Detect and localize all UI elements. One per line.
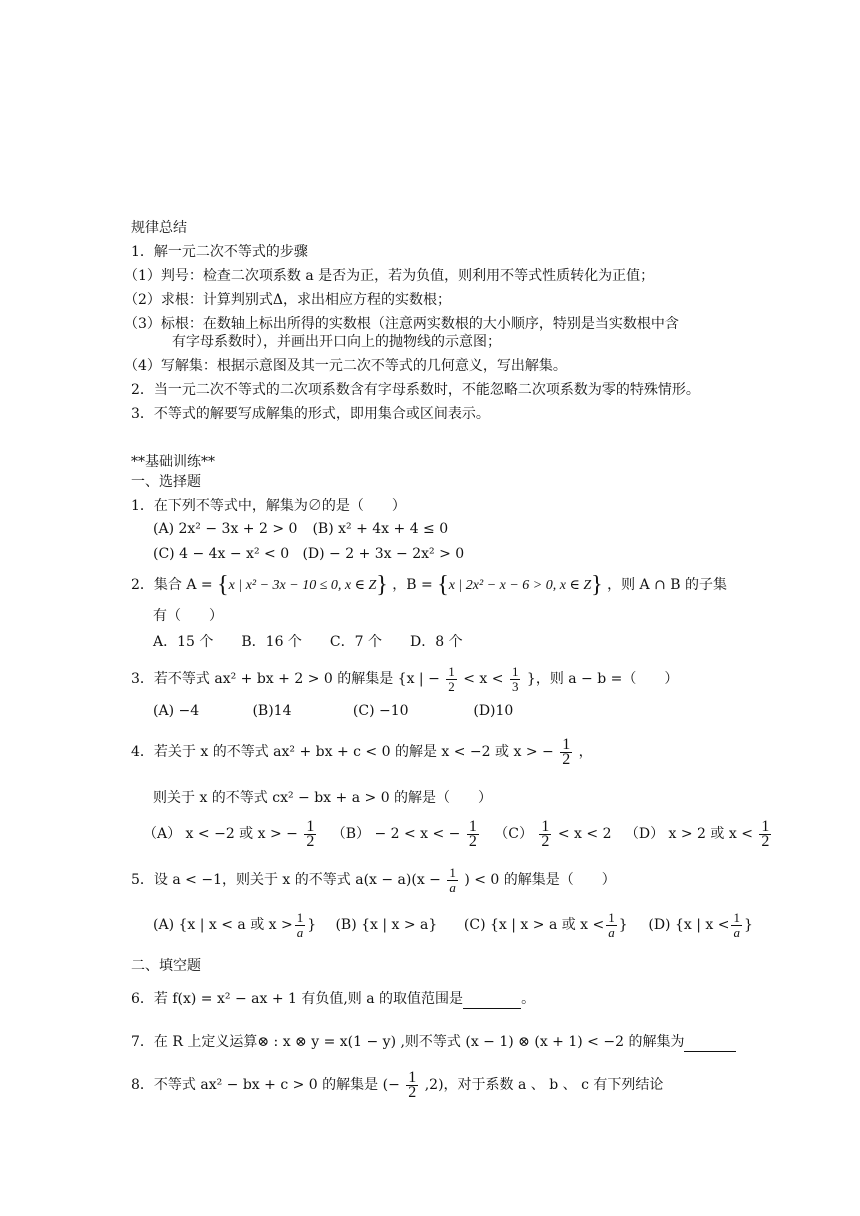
q8 — [131, 1068, 663, 1102]
q4-frac-half — [560, 735, 572, 768]
q4-option-d: （D） x > 2 或 x < — [624, 826, 753, 842]
q5-option-b: (B) {x | x > a} — [335, 917, 438, 933]
q3-frac-half — [446, 665, 457, 694]
q5-option-c — [464, 910, 644, 940]
q5-option-a — [153, 910, 331, 940]
q8-text-a: 8．不等式 ax² − bx + c > 0 的解集是 (− — [131, 1077, 400, 1093]
q3-stem-b: < x < — [463, 671, 504, 687]
q4-frac-half-den: 2 — [562, 750, 571, 768]
q1-option-d: (D) − 2 + 3x − 2x² > 0 — [302, 546, 465, 562]
q7-answer-blank[interactable] — [684, 1033, 736, 1052]
q4-stem-b: ， — [578, 744, 593, 760]
q2-setA-close-brace: } — [376, 572, 388, 598]
q1-option-c: (C) 4 − 4x − x² < 0 — [153, 546, 290, 562]
q6-answer-blank[interactable] — [463, 990, 521, 1009]
q5-option-a-text: (A) {x | x < a 或 x > — [153, 917, 293, 933]
q4-stem — [131, 735, 593, 769]
q3-frac-third-num: 1 — [511, 663, 519, 679]
q5-stem-a: 5．设 a < −1，则关于 x 的不等式 a(x − a)(x − — [131, 872, 441, 888]
q3-options — [153, 702, 513, 720]
q3-option-d: (D)10 — [473, 703, 514, 719]
summary-step-4: （4）写解集：根据示意图及其一元二次不等式的几何意义，写出解集。 — [124, 358, 567, 374]
q2-setA: x | x² − 3x − 10 ≤ 0, x ∈ Z — [228, 578, 377, 593]
q4-option-b-frac-den: 2 — [468, 832, 477, 850]
q3-frac-third-den: 3 — [511, 678, 519, 694]
summary-step-1: （1）判号：检查二次项系数 a 是否为正，若为负值，则利用不等式性质转化为正值； — [124, 268, 655, 284]
q3-option-b: (B)14 — [252, 703, 292, 719]
q4-option-c-label: （C） — [494, 826, 533, 842]
q3-stem-c: }，则 a − b =（ ） — [526, 671, 679, 687]
q2-options: A．15 个 B．16 个 C．7 个 D．8 个 — [153, 634, 463, 650]
summary-step-3-cont: 有字母系数时），并画出开口向上的抛物线的示意图； — [172, 334, 501, 350]
q2-setA-open-brace: { — [217, 572, 229, 598]
q5-option-c-frac-den: a — [608, 924, 615, 940]
q1-option-a: (A) 2x² − 3x + 2 > 0 — [153, 521, 298, 537]
q4-option-d-frac-den: 2 — [761, 832, 770, 850]
section-fill-heading: 二、填空题 — [131, 958, 201, 974]
q5-option-c-close: } — [618, 917, 628, 933]
training-heading: **基础训练** — [131, 454, 215, 470]
q5-frac — [447, 866, 458, 895]
q4-frac-half-num: 1 — [562, 735, 571, 753]
q4-option-c-frac-den: 2 — [541, 832, 550, 850]
q7-text: 7．在 R 上定义运算⊗ : x ⊗ y = x(1 − y) ,则不等式 (x − 1) ⊗ (x + 1) < −2 的解集为 — [131, 1034, 685, 1050]
q4-option-d-frac — [759, 817, 771, 850]
q5-option-d-close: } — [743, 917, 753, 933]
q4-option-b-frac-num: 1 — [468, 817, 477, 835]
q5-options — [153, 910, 753, 940]
q5-frac-den: a — [449, 879, 456, 895]
q8-frac-half-num: 1 — [408, 1068, 417, 1086]
q1-option-b: (B) x² + 4x + 4 ≤ 0 — [312, 521, 449, 537]
q5-option-c-frac — [606, 911, 617, 940]
q5-stem — [131, 865, 616, 895]
q1-options-row2 — [153, 545, 464, 563]
q4-option-a: （A） x < −2 或 x > − — [143, 826, 298, 842]
q8-frac-half — [406, 1068, 418, 1101]
q4-option-d-frac-num: 1 — [761, 817, 770, 835]
q4-option-b: （B） − 2 < x < − — [331, 826, 461, 842]
q2-stem-cont: 有（ ） — [153, 608, 223, 624]
section-choice-heading: 一、选择题 — [131, 474, 201, 490]
summary-item-2: 2．当一元二次不等式的二次项系数含有字母系数时，不能忽略二次项系数为零的特殊情形。 — [131, 382, 700, 398]
q6 — [131, 990, 535, 1009]
summary-title: 规律总结 — [131, 220, 187, 236]
q1-stem: 1．在下列不等式中，解集为∅的是（ ） — [131, 498, 406, 514]
q7 — [131, 1033, 736, 1052]
q4-option-a-frac-num: 1 — [306, 817, 315, 835]
q3-stem — [131, 664, 678, 694]
q8-text-b: ,2)，对于系数 a 、 b 、 c 有下列结论 — [424, 1077, 664, 1093]
q4-option-b-frac — [467, 817, 479, 850]
q5-option-d-frac-den: a — [733, 924, 740, 940]
q5-option-a-close: } — [307, 917, 317, 933]
q4-option-c-frac — [539, 817, 551, 850]
q5-option-d — [648, 910, 753, 940]
q3-option-a: (A) −4 — [153, 703, 200, 719]
q3-frac-half-num: 1 — [448, 663, 455, 679]
q3-frac-third — [510, 665, 521, 694]
q4-stem-a: 4．若关于 x 的不等式 ax² + bx + c < 0 的解是 x < −2 或 x > − — [131, 744, 554, 760]
q2-mid: ，B = — [392, 577, 433, 593]
q4-options — [143, 816, 773, 852]
q5-frac-num: 1 — [449, 864, 456, 880]
q5-option-a-frac-num: 1 — [296, 909, 304, 925]
q4-option-c: < x < 2 — [557, 826, 612, 842]
q1-options-row1 — [153, 520, 448, 538]
q5-option-c-frac-num: 1 — [608, 909, 615, 925]
summary-step-3: （3）标根：在数轴上标出所得的实数根（注意两实数根的大小顺序，特别是当实数根中含 — [124, 316, 679, 332]
q3-stem-a: 3．若不等式 ax² + bx + 2 > 0 的解集是 {x | − — [131, 671, 440, 687]
q2-suffix: ，则 A ∩ B 的子集 — [607, 577, 728, 593]
q5-option-c-text: (C) {x | x > a 或 x < — [463, 917, 605, 933]
q6-text: 6．若 f(x) = x² − ax + 1 有负值,则 a 的取值范围是 — [131, 991, 464, 1007]
summary-item-3: 3．不等式的解要写成解集的形式，即用集合或区间表示。 — [131, 406, 490, 422]
summary-step-2: （2）求根：计算判别式Δ，求出相应方程的实数根； — [124, 292, 452, 308]
q5-option-a-frac — [295, 911, 306, 940]
q5-option-d-frac — [731, 911, 742, 940]
q4-option-c-frac-num: 1 — [541, 817, 550, 835]
q3-option-c: (C) −10 — [352, 703, 409, 719]
q5-option-d-text: (D) {x | x < — [648, 917, 730, 933]
q3-frac-half-den: 2 — [448, 678, 455, 694]
q6-end: 。 — [521, 991, 536, 1007]
q5-option-d-frac-num: 1 — [733, 909, 740, 925]
q8-frac-half-den: 2 — [408, 1083, 417, 1101]
q2-stem — [131, 572, 727, 599]
q2-setB: x | 2x² − x − 6 > 0, x ∈ Z — [448, 578, 592, 593]
summary-item-1: 1．解一元二次不等式的步骤 — [131, 244, 308, 260]
q2-prefix: 2．集合 A = — [131, 577, 213, 593]
q5-stem-b: ) < 0 的解集是（ ） — [464, 872, 616, 888]
q4-option-a-frac-den: 2 — [306, 832, 315, 850]
q2-setB-open-brace: { — [437, 572, 449, 598]
q4-line2: 则关于 x 的不等式 cx² − bx + a > 0 的解是（ ） — [153, 790, 493, 806]
q4-option-a-frac — [304, 817, 316, 850]
q2-setB-close-brace: } — [591, 572, 603, 598]
q5-option-a-frac-den: a — [296, 924, 304, 940]
